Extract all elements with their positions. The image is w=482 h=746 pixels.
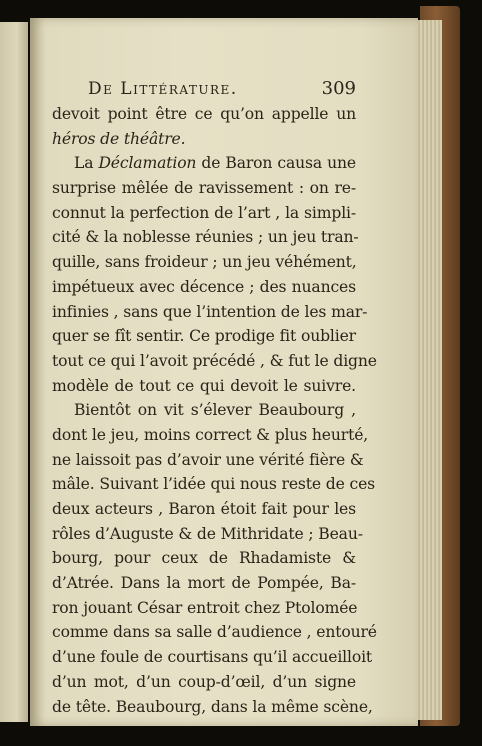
text-span: modèle de tout ce qui devoit le suivre. (52, 376, 356, 395)
text-line (52, 225, 359, 250)
text-span: dont le jeu, moins correct & plus heurté, (52, 425, 369, 444)
text-span: impétueux avec décence ; des nuances (52, 277, 356, 296)
text-line (52, 497, 356, 522)
text-line (52, 596, 356, 621)
text-line (52, 250, 356, 275)
text-line (52, 472, 375, 497)
text-span: d’un mot, d’un coup-d’œil, d’un signe (52, 672, 356, 691)
text-span: d’une foule de courtisans qu’il accueilloit (52, 648, 373, 667)
text-line (52, 201, 356, 226)
text-span: quille, sans froideur ; un jeu véhément, (52, 253, 357, 272)
text-span: quer se fît sentir. Ce prodige fit oublier (52, 327, 356, 346)
text-span: surprise mêlée de ravissement : on re- (52, 179, 356, 198)
text-span: ne laissoit pas d’avoir une vérité fière & (52, 450, 364, 469)
text-span: d’Atrée. Dans la mort de Pompée, Ba- (52, 574, 356, 593)
text-span: de tête. Beaubourg, dans la même scène, (52, 697, 373, 716)
text-span: cité & la noblesse réunies ; un jeu tran- (52, 228, 359, 247)
italic-text: Déclamation (98, 154, 197, 173)
page-text-block (52, 78, 377, 719)
text-line (52, 102, 356, 127)
text-span: de Baron causa une (196, 154, 356, 173)
text-line (52, 300, 368, 325)
text-span: deux acteurs , Baron étoit fait pour les (52, 500, 356, 518)
text-span: mâle. Suivant l’idée qui nous reste de ces (52, 475, 375, 494)
text-span: connut la perfection de l’art , la simpli- (52, 203, 356, 222)
text-line (52, 151, 356, 176)
text-line (52, 448, 364, 473)
text-line (52, 670, 356, 695)
text-line (52, 349, 377, 374)
text-span: comme dans sa salle d’audience , entouré (52, 623, 377, 642)
text-line (52, 695, 373, 720)
text-line (52, 620, 377, 645)
text-line (52, 324, 356, 349)
text-line (52, 423, 369, 448)
running-head (52, 78, 356, 102)
text-span: Bientôt on vit s’élever Beaubourg , (74, 401, 356, 420)
text-span: bourg, pour ceux de Rhadamiste & (52, 549, 356, 568)
text-span: La (74, 154, 99, 173)
text-span: devoit point être ce qu’on appelle un (52, 105, 356, 123)
previous-page-edge (0, 22, 28, 722)
text-line (52, 176, 356, 201)
text-span: rôles d’Auguste & de Mithridate ; Beau- (52, 524, 363, 543)
text-line (52, 522, 363, 547)
text-line (52, 645, 373, 670)
text-line (52, 127, 356, 152)
body-text (52, 102, 377, 719)
text-line (52, 546, 356, 571)
italic-text: héros de théâtre. (52, 129, 186, 148)
text-line (52, 571, 356, 596)
text-line (52, 374, 356, 399)
running-head-title: De Littérature. (88, 79, 238, 99)
text-span: ron jouant César entroit chez Ptolomée (52, 598, 358, 617)
text-line (52, 398, 356, 423)
text-line (52, 275, 356, 300)
text-span: tout ce qui l’avoit précédé , & fut le digne (52, 351, 377, 370)
page-number: 309 (321, 78, 356, 99)
text-span: infinies , sans que l’intention de les mar- (52, 302, 368, 321)
